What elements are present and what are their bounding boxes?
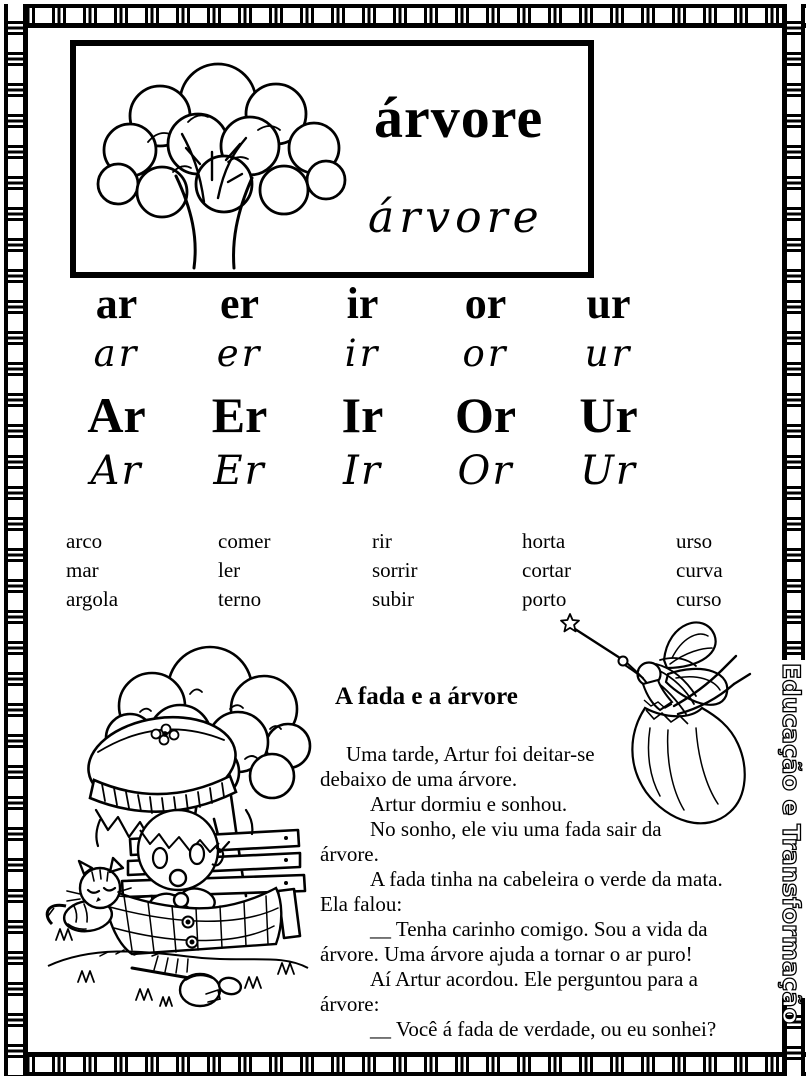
syllable-cell: Er: [211, 387, 268, 443]
watermark: [774, 663, 810, 1024]
story-line: árvore.: [320, 842, 379, 866]
header-box: [70, 40, 594, 278]
word-item: rir: [372, 529, 392, 553]
word-item: argola: [66, 587, 119, 611]
word-item: comer: [218, 529, 271, 553]
word-item: urso: [676, 529, 713, 553]
word-item: sorrir: [372, 558, 418, 582]
story-line: __ Tenha carinho comigo. Sou a vida da: [370, 917, 708, 941]
story-line: Aí Artur acordou. Ele perguntou para a: [370, 967, 698, 991]
word-item: curva: [676, 558, 723, 582]
syllable-cell: or: [462, 332, 509, 375]
syllable-row-cursive-capitalized: [55, 448, 670, 494]
story-line: árvore. Uma árvore ajuda a tornar o ar puro!: [320, 942, 693, 966]
syllable-cell: er: [219, 279, 260, 328]
syllable-row-print-capitalized: [55, 386, 670, 444]
story-line: Uma tarde, Artur foi deitar-se: [346, 742, 595, 766]
story-line: debaixo de uma árvore.: [320, 767, 518, 791]
story-section: [320, 682, 772, 1042]
story-line: No sonho, ele viu uma fada sair da: [370, 817, 662, 841]
syllable-cell: ar: [93, 332, 140, 375]
word-column-er: [218, 527, 372, 614]
story-line: Artur dormiu e sonhou.: [370, 792, 568, 816]
syllable-cell: ir: [346, 279, 379, 328]
syllable-row-print-lowercase: [55, 278, 670, 329]
story-line: A fada tinha na cabeleira o verde da mata.: [370, 867, 723, 891]
word-item: horta: [522, 529, 566, 553]
syllable-cell: Ar: [90, 448, 143, 494]
syllable-cell: Ur: [579, 387, 638, 443]
word-item: curso: [676, 587, 722, 611]
word-item: cortar: [522, 558, 571, 582]
word-column-ar: [66, 527, 218, 614]
syllable-cell: Er: [213, 448, 266, 494]
syllable-cell: Or: [454, 387, 517, 443]
syllable-cell: Or: [457, 448, 514, 494]
word-item: subir: [372, 587, 414, 611]
word-item: mar: [66, 558, 99, 582]
word-item: porto: [522, 587, 567, 611]
syllable-cell: ar: [95, 279, 138, 328]
syllable-row-cursive-lowercase: [55, 332, 670, 375]
border-top: [4, 4, 806, 28]
word-list: [66, 527, 796, 614]
syllable-cell: Ir: [341, 387, 384, 443]
syllable-cell: Ar: [87, 387, 146, 443]
keyword-print: árvore: [374, 85, 544, 150]
syllable-cell: ir: [344, 332, 381, 375]
story-line: Ela falou:: [320, 892, 403, 916]
border-left: [4, 4, 28, 1076]
syllable-cell: Ur: [580, 448, 637, 494]
syllable-cell: er: [216, 332, 263, 375]
story-line: árvore:: [320, 992, 380, 1016]
syllable-cell: or: [464, 279, 507, 328]
border-bottom: [4, 1052, 806, 1076]
word-column-ur: [676, 527, 796, 614]
syllable-cell: ur: [586, 279, 631, 328]
syllable-cell: ur: [584, 332, 633, 375]
story-title: A fada e a árvore: [335, 683, 518, 710]
word-item: ler: [218, 558, 241, 582]
story-line: __ Você á fada de verdade, ou eu sonhei?: [370, 1017, 717, 1041]
word-item: arco: [66, 529, 103, 553]
syllable-cell: Ir: [343, 448, 382, 494]
watermark-text: Educação e Transformação: [777, 663, 805, 1024]
word-item: terno: [218, 587, 262, 611]
tree-icon: [78, 52, 366, 272]
word-column-ir: [372, 527, 522, 614]
keyword-cursive: árvore: [368, 192, 544, 243]
boy-sleeping-illustration: [40, 634, 315, 1014]
word-column-or: [522, 527, 676, 614]
